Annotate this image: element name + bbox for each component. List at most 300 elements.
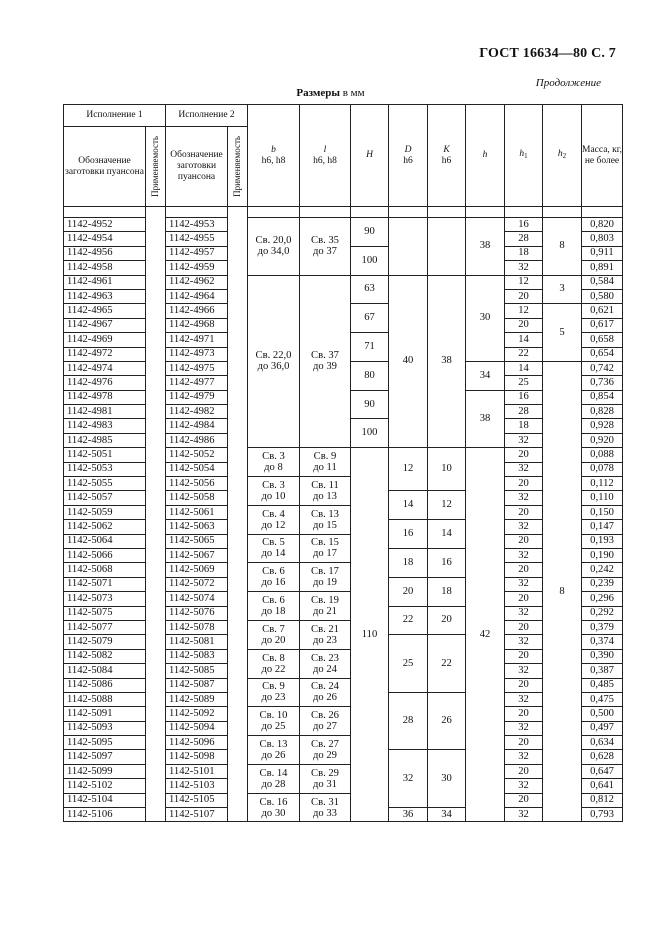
mass-value-cell: 0,296 bbox=[582, 592, 623, 606]
table-row bbox=[64, 534, 623, 548]
b-range-from: Св. 7 bbox=[262, 623, 285, 635]
designation-exec2: 1142-4979 bbox=[166, 390, 228, 404]
mass-value-cell: 0,580 bbox=[582, 289, 623, 303]
designation-header-1: Обозначение заготовки пуансона bbox=[64, 127, 146, 207]
applicability-exec1 bbox=[146, 304, 166, 318]
applicability-exec2 bbox=[228, 505, 248, 519]
h1-value-cell: 32 bbox=[505, 635, 543, 649]
designation-exec1: 1142-5051 bbox=[64, 448, 146, 462]
applicability-exec2 bbox=[228, 721, 248, 735]
applicability-exec2 bbox=[228, 764, 248, 778]
designation-exec1: 1142-4976 bbox=[64, 376, 146, 390]
applicability-exec1 bbox=[146, 390, 166, 404]
l-range-from: Св. 23 bbox=[311, 652, 339, 664]
l-range-to: до 31 bbox=[313, 778, 337, 790]
b-range-cell bbox=[248, 678, 300, 707]
mass-value-cell: 0,647 bbox=[582, 764, 623, 778]
designation-exec2: 1142-5054 bbox=[166, 462, 228, 476]
designation-exec1: 1142-4969 bbox=[64, 333, 146, 347]
applicability-exec2 bbox=[228, 534, 248, 548]
applicability-exec1 bbox=[146, 376, 166, 390]
l-range-from: Св. 13 bbox=[311, 508, 339, 520]
designation-exec1: 1142-5075 bbox=[64, 606, 146, 620]
h1-value-cell: 32 bbox=[505, 577, 543, 591]
applicability-exec1 bbox=[146, 620, 166, 634]
h1-value-cell: 32 bbox=[505, 779, 543, 793]
mass-value-cell: 0,387 bbox=[582, 664, 623, 678]
h1-value-cell: 20 bbox=[505, 649, 543, 663]
b-range-cell bbox=[248, 448, 300, 477]
b-range-to: до 34,0 bbox=[257, 246, 290, 258]
h1-value-cell: 20 bbox=[505, 592, 543, 606]
applicability-exec1 bbox=[146, 736, 166, 750]
applicability-exec2 bbox=[228, 577, 248, 591]
l-range-to: до 26 bbox=[313, 692, 337, 704]
H-value-cell: 71 bbox=[351, 333, 389, 362]
applicability-exec1 bbox=[146, 520, 166, 534]
l-range-to: до 33 bbox=[313, 807, 337, 819]
h2-value-cell: 3 bbox=[543, 275, 582, 304]
l-range-cell bbox=[300, 477, 351, 506]
l-range-cell bbox=[300, 736, 351, 765]
mass-value-cell: 0,584 bbox=[582, 275, 623, 289]
applicability-exec1 bbox=[146, 289, 166, 303]
D-value-cell bbox=[389, 218, 428, 276]
D-value-cell: 40 bbox=[389, 275, 428, 448]
applicability-exec1 bbox=[146, 548, 166, 562]
h1-value-cell: 20 bbox=[505, 289, 543, 303]
l-range-from: Св. 19 bbox=[311, 595, 339, 607]
designation-exec2: 1142-5089 bbox=[166, 692, 228, 706]
applicability-exec2 bbox=[228, 750, 248, 764]
b-range-cell bbox=[248, 477, 300, 506]
b-range-from: Св. 3 bbox=[262, 451, 285, 463]
applicability-exec1 bbox=[146, 477, 166, 491]
designation-exec1: 1142-5088 bbox=[64, 692, 146, 706]
h-value-cell: 42 bbox=[466, 448, 505, 822]
K-value-cell: 22 bbox=[428, 635, 466, 693]
h-value-cell: 30 bbox=[466, 275, 505, 361]
standard-header: ГОСТ 16634—80 С. 7 bbox=[479, 46, 616, 61]
applicability-exec1 bbox=[146, 275, 166, 289]
mass-value-cell: 0,828 bbox=[582, 405, 623, 419]
mass-value-cell: 0,920 bbox=[582, 433, 623, 447]
H-value-cell: 90 bbox=[351, 218, 389, 247]
l-range-to: до 13 bbox=[313, 490, 337, 502]
designation-exec1: 1142-4954 bbox=[64, 232, 146, 246]
applicability-exec2 bbox=[228, 779, 248, 793]
l-range-cell bbox=[300, 448, 351, 477]
b-range-to: до 20 bbox=[261, 634, 286, 646]
b-range-from: Св. 3 bbox=[262, 479, 285, 491]
K-header: K h6 bbox=[428, 105, 466, 207]
designation-exec2: 1142-5061 bbox=[166, 505, 228, 519]
applicability-exec1 bbox=[146, 433, 166, 447]
applicability-exec2 bbox=[228, 520, 248, 534]
h1-value-cell: 25 bbox=[505, 376, 543, 390]
applicability-exec2 bbox=[228, 635, 248, 649]
h-value-cell: 38 bbox=[466, 218, 505, 276]
applicability-exec2 bbox=[228, 232, 248, 246]
applicability-exec2 bbox=[228, 736, 248, 750]
applicability-exec1 bbox=[146, 246, 166, 260]
applicability-exec2 bbox=[228, 289, 248, 303]
h1-value-cell: 14 bbox=[505, 333, 543, 347]
applicability-exec1 bbox=[146, 232, 166, 246]
K-value-cell: 18 bbox=[428, 577, 466, 606]
designation-exec2: 1142-5067 bbox=[166, 548, 228, 562]
D-value-cell: 36 bbox=[389, 808, 428, 822]
K-value-cell: 16 bbox=[428, 548, 466, 577]
designation-exec1: 1142-4965 bbox=[64, 304, 146, 318]
designation-exec1: 1142-4972 bbox=[64, 347, 146, 361]
l-range-from: Св. 37 bbox=[311, 350, 339, 362]
applicability-exec1 bbox=[146, 462, 166, 476]
applicability-exec1 bbox=[146, 635, 166, 649]
applicability-exec2 bbox=[228, 678, 248, 692]
b-range-to: до 28 bbox=[261, 778, 286, 790]
b-range-cell bbox=[248, 592, 300, 621]
b-range-to: до 14 bbox=[261, 548, 286, 560]
h1-value-cell: 20 bbox=[505, 505, 543, 519]
b-range-cell bbox=[248, 620, 300, 649]
designation-exec2: 1142-5076 bbox=[166, 606, 228, 620]
applicability-exec2 bbox=[228, 218, 248, 232]
D-value-cell: 12 bbox=[389, 448, 428, 491]
applicability-header-2: Применяемость bbox=[228, 127, 248, 207]
applicability-exec2 bbox=[228, 390, 248, 404]
D-value-cell: 22 bbox=[389, 606, 428, 635]
mass-value-cell: 0,150 bbox=[582, 505, 623, 519]
designation-exec1: 1142-5097 bbox=[64, 750, 146, 764]
spacer-cell bbox=[248, 207, 300, 218]
applicability-exec2 bbox=[228, 592, 248, 606]
designation-exec1: 1142-4963 bbox=[64, 289, 146, 303]
table-row bbox=[64, 505, 623, 519]
designation-exec2: 1142-4986 bbox=[166, 433, 228, 447]
designation-exec1: 1142-5062 bbox=[64, 520, 146, 534]
b-range-to: до 8 bbox=[264, 462, 283, 474]
continuation-label: Продолжение bbox=[535, 77, 601, 89]
mass-value-cell: 0,239 bbox=[582, 577, 623, 591]
h1-value-cell: 32 bbox=[505, 433, 543, 447]
applicability-exec2 bbox=[228, 275, 248, 289]
designation-exec2: 1142-4984 bbox=[166, 419, 228, 433]
applicability-exec2 bbox=[228, 793, 248, 807]
spacer-cell bbox=[351, 207, 389, 218]
H-value-cell: 110 bbox=[351, 448, 389, 822]
table-row bbox=[64, 678, 623, 692]
applicability-exec2 bbox=[228, 692, 248, 706]
designation-exec1: 1142-5073 bbox=[64, 592, 146, 606]
H-value-cell: 67 bbox=[351, 304, 389, 333]
b-range-from: Св. 5 bbox=[262, 537, 285, 549]
table-row bbox=[64, 620, 623, 634]
applicability-exec1 bbox=[146, 707, 166, 721]
l-range-from: Св. 17 bbox=[311, 566, 339, 578]
designation-exec2: 1142-4953 bbox=[166, 218, 228, 232]
l-range-to: до 19 bbox=[313, 577, 337, 589]
designation-exec1: 1142-5064 bbox=[64, 534, 146, 548]
b-range-cell bbox=[248, 736, 300, 765]
mass-value-cell: 0,242 bbox=[582, 563, 623, 577]
l-range-to: до 23 bbox=[313, 634, 337, 646]
designation-exec1: 1142-4961 bbox=[64, 275, 146, 289]
applicability-exec2 bbox=[228, 419, 248, 433]
D-value-cell: 32 bbox=[389, 750, 428, 808]
designation-exec1: 1142-4958 bbox=[64, 261, 146, 275]
b-header: b h6, h8 bbox=[248, 105, 300, 207]
l-range-from: Св. 9 bbox=[313, 451, 337, 463]
applicability-exec1 bbox=[146, 721, 166, 735]
designation-exec1: 1142-4981 bbox=[64, 405, 146, 419]
table-body bbox=[64, 207, 623, 822]
applicability-exec1 bbox=[146, 606, 166, 620]
l-range-from: Св. 15 bbox=[311, 537, 339, 549]
h-header: h bbox=[466, 105, 505, 207]
K-value-cell: 20 bbox=[428, 606, 466, 635]
applicability-exec2 bbox=[228, 448, 248, 462]
b-range-to: до 16 bbox=[261, 577, 286, 589]
designation-exec2: 1142-5087 bbox=[166, 678, 228, 692]
mass-value-cell: 0,112 bbox=[582, 477, 623, 491]
applicability-exec1 bbox=[146, 347, 166, 361]
mass-value-cell: 0,292 bbox=[582, 606, 623, 620]
designation-exec1: 1142-4974 bbox=[64, 361, 146, 375]
h2-value-cell: 8 bbox=[543, 218, 582, 276]
D-value-cell: 16 bbox=[389, 520, 428, 549]
applicability-exec1 bbox=[146, 491, 166, 505]
designation-exec1: 1142-5082 bbox=[64, 649, 146, 663]
designation-exec1: 1142-5057 bbox=[64, 491, 146, 505]
D-value-cell: 18 bbox=[389, 548, 428, 577]
l-range-cell bbox=[300, 649, 351, 678]
h1-value-cell: 20 bbox=[505, 736, 543, 750]
designation-exec1: 1142-4952 bbox=[64, 218, 146, 232]
mass-value-cell: 0,147 bbox=[582, 520, 623, 534]
applicability-exec1 bbox=[146, 793, 166, 807]
designation-exec2: 1142-5065 bbox=[166, 534, 228, 548]
applicability-exec1 bbox=[146, 808, 166, 822]
table-row bbox=[64, 448, 623, 462]
h1-value-cell: 18 bbox=[505, 419, 543, 433]
mass-value-cell: 0,803 bbox=[582, 232, 623, 246]
designation-header-2: Обозначение заготовки пуансона bbox=[166, 127, 228, 207]
K-value-cell: 10 bbox=[428, 448, 466, 491]
exec1-header: Исполнение 1 bbox=[64, 105, 166, 127]
l-range-from: Св. 24 bbox=[311, 681, 339, 693]
b-range-from: Св. 10 bbox=[259, 710, 288, 722]
designation-exec1: 1142-4978 bbox=[64, 390, 146, 404]
spacer-cell bbox=[228, 207, 248, 218]
table-row bbox=[64, 649, 623, 663]
designation-exec2: 1142-4982 bbox=[166, 405, 228, 419]
mass-value-cell: 0,621 bbox=[582, 304, 623, 318]
h1-value-cell: 14 bbox=[505, 361, 543, 375]
h-value-cell: 34 bbox=[466, 361, 505, 390]
table-row bbox=[64, 707, 623, 721]
applicability-exec1 bbox=[146, 692, 166, 706]
H-value-cell: 90 bbox=[351, 390, 389, 419]
h1-value-cell: 20 bbox=[505, 678, 543, 692]
applicability-exec1 bbox=[146, 649, 166, 663]
spacer-cell bbox=[543, 207, 582, 218]
mass-value-cell: 0,641 bbox=[582, 779, 623, 793]
l-range-to: до 21 bbox=[313, 606, 337, 618]
b-range-cell bbox=[248, 275, 300, 448]
D-value-cell: 28 bbox=[389, 692, 428, 750]
applicability-exec1 bbox=[146, 505, 166, 519]
exec2-header: Исполнение 2 bbox=[166, 105, 248, 127]
applicability-exec2 bbox=[228, 491, 248, 505]
b-range-cell bbox=[248, 563, 300, 592]
l-range-to: до 11 bbox=[313, 462, 337, 474]
H-value-cell: 63 bbox=[351, 275, 389, 304]
l-range-cell bbox=[300, 505, 351, 534]
applicability-exec2 bbox=[228, 462, 248, 476]
l-range-cell bbox=[300, 534, 351, 563]
b-range-to: до 23 bbox=[261, 692, 286, 704]
l-range-to: до 39 bbox=[313, 361, 337, 373]
H-value-cell: 100 bbox=[351, 419, 389, 448]
l-range-cell bbox=[300, 678, 351, 707]
designation-exec2: 1142-5103 bbox=[166, 779, 228, 793]
h1-value-cell: 20 bbox=[505, 477, 543, 491]
table-row bbox=[64, 275, 623, 289]
mass-value-cell: 0,497 bbox=[582, 721, 623, 735]
mass-value-cell: 0,078 bbox=[582, 462, 623, 476]
l-range-cell bbox=[300, 764, 351, 793]
mass-value-cell: 0,374 bbox=[582, 635, 623, 649]
designation-exec2: 1142-4955 bbox=[166, 232, 228, 246]
h1-value-cell: 32 bbox=[505, 491, 543, 505]
D-value-cell: 20 bbox=[389, 577, 428, 606]
spacer-cell bbox=[505, 207, 543, 218]
h2-header: $h_2$ bbox=[543, 105, 582, 207]
designation-exec1: 1142-5106 bbox=[64, 808, 146, 822]
h1-value-cell: 20 bbox=[505, 793, 543, 807]
applicability-exec1 bbox=[146, 779, 166, 793]
designation-exec1: 1142-5104 bbox=[64, 793, 146, 807]
spacer-cell bbox=[300, 207, 351, 218]
b-range-cell bbox=[248, 534, 300, 563]
designation-exec2: 1142-5074 bbox=[166, 592, 228, 606]
designation-exec1: 1142-5079 bbox=[64, 635, 146, 649]
designation-exec1: 1142-5055 bbox=[64, 477, 146, 491]
mass-value-cell: 0,485 bbox=[582, 678, 623, 692]
H-value-cell: 80 bbox=[351, 361, 389, 390]
designation-exec1: 1142-5077 bbox=[64, 620, 146, 634]
h1-value-cell: 32 bbox=[505, 808, 543, 822]
h1-value-cell: 20 bbox=[505, 534, 543, 548]
designation-exec1: 1142-5084 bbox=[64, 664, 146, 678]
h1-value-cell: 28 bbox=[505, 232, 543, 246]
h1-value-cell: 16 bbox=[505, 218, 543, 232]
designation-exec2: 1142-5092 bbox=[166, 707, 228, 721]
applicability-exec1 bbox=[146, 318, 166, 332]
applicability-exec2 bbox=[228, 548, 248, 562]
designation-exec1: 1142-5053 bbox=[64, 462, 146, 476]
mass-value-cell: 0,793 bbox=[582, 808, 623, 822]
b-range-from: Св. 6 bbox=[262, 595, 285, 607]
l-range-from: Св. 31 bbox=[311, 796, 339, 808]
applicability-exec2 bbox=[228, 246, 248, 260]
applicability-exec2 bbox=[228, 376, 248, 390]
applicability-exec1 bbox=[146, 678, 166, 692]
caption-units: в мм bbox=[339, 87, 365, 99]
l-range-from: Св. 26 bbox=[311, 710, 339, 722]
b-range-from: Св. 8 bbox=[262, 652, 285, 664]
mass-value-cell: 0,658 bbox=[582, 333, 623, 347]
l-range-cell bbox=[300, 707, 351, 736]
l-range-from: Св. 21 bbox=[311, 623, 339, 635]
applicability-exec2 bbox=[228, 477, 248, 491]
D-value-cell: 14 bbox=[389, 491, 428, 520]
b-range-from: Св. 4 bbox=[262, 508, 285, 520]
designation-exec2: 1142-5098 bbox=[166, 750, 228, 764]
designation-exec1: 1142-5059 bbox=[64, 505, 146, 519]
mass-value-cell: 0,891 bbox=[582, 261, 623, 275]
dimensions-table bbox=[63, 104, 623, 822]
b-range-to: до 30 bbox=[261, 807, 286, 819]
b-range-cell bbox=[248, 707, 300, 736]
mass-value-cell: 0,390 bbox=[582, 649, 623, 663]
l-header: l h6, h8 bbox=[300, 105, 351, 207]
b-range-to: до 12 bbox=[261, 519, 286, 531]
designation-exec2: 1142-5083 bbox=[166, 649, 228, 663]
applicability-exec2 bbox=[228, 620, 248, 634]
mass-value-cell: 0,628 bbox=[582, 750, 623, 764]
l-range-to: до 15 bbox=[313, 519, 337, 531]
designation-exec2: 1142-5052 bbox=[166, 448, 228, 462]
designation-exec2: 1142-5096 bbox=[166, 736, 228, 750]
h1-value-cell: 32 bbox=[505, 548, 543, 562]
designation-exec2: 1142-4962 bbox=[166, 275, 228, 289]
mass-value-cell: 0,911 bbox=[582, 246, 623, 260]
designation-exec2: 1142-5081 bbox=[166, 635, 228, 649]
mass-value-cell: 0,475 bbox=[582, 692, 623, 706]
l-range-from: Св. 29 bbox=[311, 767, 339, 779]
l-range-cell bbox=[300, 275, 351, 448]
designation-exec1: 1142-5071 bbox=[64, 577, 146, 591]
mass-value-cell: 0,193 bbox=[582, 534, 623, 548]
b-range-from: Св. 20,0 bbox=[255, 235, 292, 247]
b-range-from: Св. 13 bbox=[259, 738, 288, 750]
applicability-exec1 bbox=[146, 563, 166, 577]
mass-value-cell: 0,854 bbox=[582, 390, 623, 404]
mass-value-cell: 0,500 bbox=[582, 707, 623, 721]
K-value-cell: 12 bbox=[428, 491, 466, 520]
applicability-exec2 bbox=[228, 304, 248, 318]
designation-exec2: 1142-5069 bbox=[166, 563, 228, 577]
designation-exec1: 1142-5068 bbox=[64, 563, 146, 577]
b-range-cell bbox=[248, 793, 300, 822]
l-range-from: Св. 27 bbox=[311, 738, 339, 750]
b-range-from: Св. 9 bbox=[262, 681, 285, 693]
K-value-cell: 30 bbox=[428, 750, 466, 808]
designation-exec1: 1142-5093 bbox=[64, 721, 146, 735]
h1-value-cell: 20 bbox=[505, 707, 543, 721]
mass-value-cell: 0,928 bbox=[582, 419, 623, 433]
designation-exec2: 1142-4971 bbox=[166, 333, 228, 347]
designation-exec1: 1142-5086 bbox=[64, 678, 146, 692]
table-row bbox=[64, 764, 623, 778]
mass-header: Масса, кг, не более bbox=[582, 105, 623, 207]
h1-value-cell: 32 bbox=[505, 692, 543, 706]
designation-exec1: 1142-4985 bbox=[64, 433, 146, 447]
applicability-exec2 bbox=[228, 333, 248, 347]
mass-value-cell: 0,088 bbox=[582, 448, 623, 462]
